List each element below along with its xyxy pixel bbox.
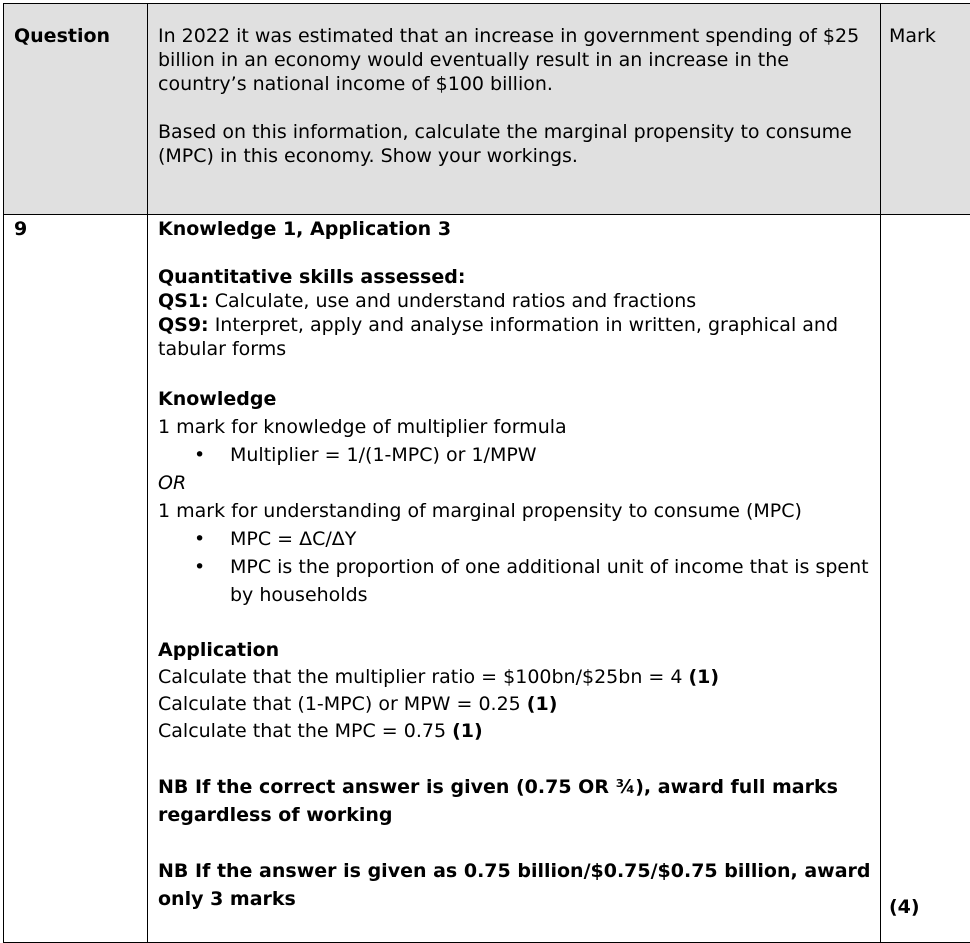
nb-note-1: NB If the correct answer is given (0.75 OR ¾), award full marks regardless of working <box>158 773 872 829</box>
application-text: Calculate that the MPC = 0.75 <box>158 720 452 742</box>
application-heading: Application <box>158 637 872 664</box>
knowledge-bullets-2 <box>158 525 872 609</box>
application-line-3 <box>158 718 872 745</box>
application-line-1 <box>158 664 872 691</box>
qs-heading: Quantitative skills assessed: <box>158 265 872 289</box>
application-text: Calculate that (1-MPC) or MPW = 0.25 <box>158 693 527 715</box>
qs-item-2 <box>158 313 872 361</box>
application-mark: (1) <box>452 720 483 742</box>
application-mark: (1) <box>689 666 720 688</box>
question-text-cell <box>148 4 881 215</box>
knowledge-line-1: 1 mark for knowledge of multiplier formula <box>158 413 872 441</box>
question-text-paragraph-1: In 2022 it was estimated that an increase in government spending of $25 billion in an economy would eventually result in an increase in the country’s national income of $100 billion. <box>158 24 872 96</box>
ao-heading: Knowledge 1, Application 3 <box>158 217 872 241</box>
nb-note-2: NB If the answer is given as 0.75 billion/$0.75/$0.75 billion, award only 3 marks <box>158 857 872 913</box>
question-number-cell: 9 <box>4 215 148 943</box>
application-mark: (1) <box>527 693 558 715</box>
knowledge-bullets-1 <box>158 441 872 469</box>
mark-scheme-table <box>3 3 970 943</box>
qs-item-1 <box>158 289 872 313</box>
question-text-paragraph-2: Based on this information, calculate the marginal propensity to consume (MPC) in this economy. Show your workings. <box>158 120 872 168</box>
qs-code: QS1: <box>158 290 209 312</box>
qs-text: Interpret, apply and analyse information in written, graphical and tabular forms <box>158 314 838 360</box>
question-label-cell: Question <box>4 4 148 215</box>
bullet-item: • MPC = ΔC/ΔY <box>158 525 872 553</box>
application-text: Calculate that the multiplier ratio = $100bn/$25bn = 4 <box>158 666 689 688</box>
knowledge-heading: Knowledge <box>158 385 872 413</box>
answer-row <box>4 215 970 943</box>
guidance-cell <box>148 215 881 943</box>
mark-cell <box>881 215 970 943</box>
qs-code: QS9: <box>158 314 209 336</box>
bullet-item: • MPC is the proportion of one additional unit of income that is spent by households <box>158 553 872 609</box>
total-mark: (4) <box>889 895 920 919</box>
qs-text: Calculate, use and understand ratios and fractions <box>209 290 697 312</box>
application-line-2 <box>158 691 872 718</box>
knowledge-line-2: 1 mark for understanding of marginal propensity to consume (MPC) <box>158 497 872 525</box>
header-row <box>4 4 970 215</box>
or-separator: OR <box>158 469 872 497</box>
mark-label-cell: Mark <box>881 4 970 215</box>
bullet-item: • Multiplier = 1/(1-MPC) or 1/MPW <box>158 441 872 469</box>
